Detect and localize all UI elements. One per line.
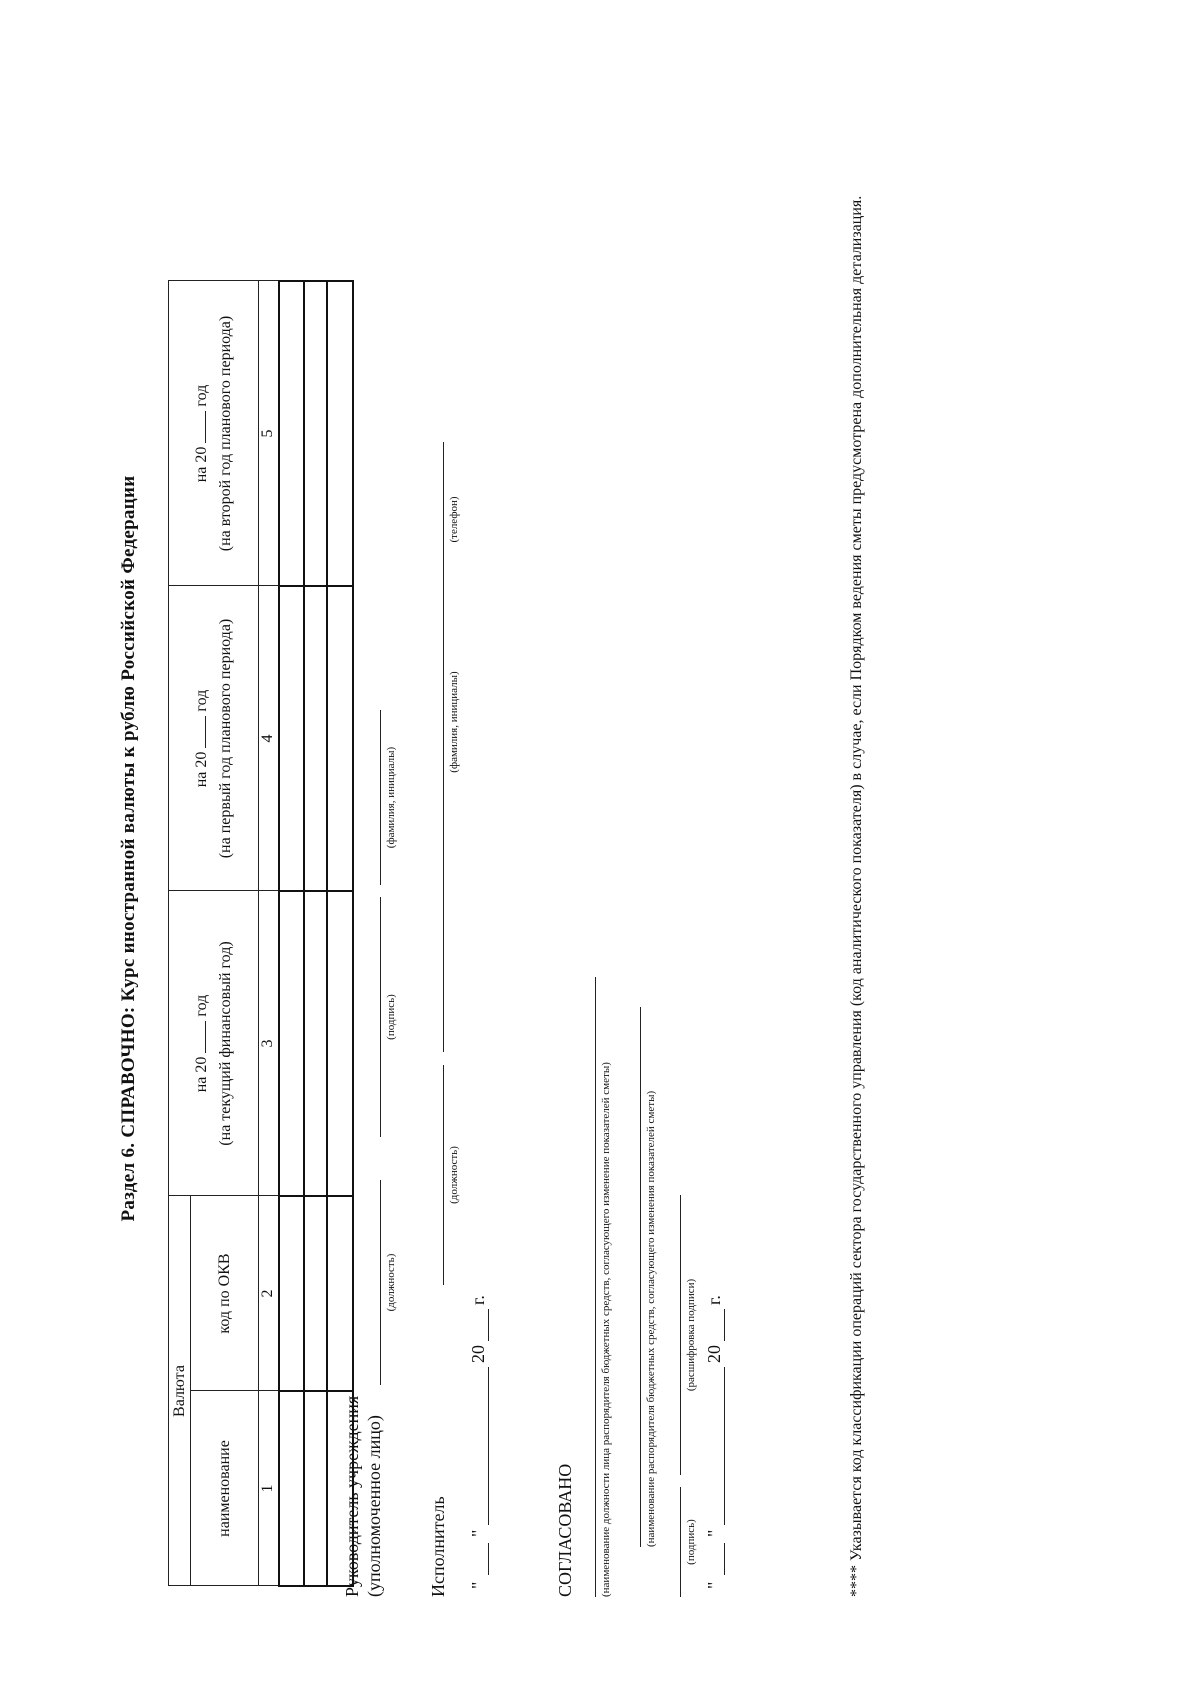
header-name: наименование xyxy=(191,1391,259,1586)
approved-date-day-line[interactable] xyxy=(724,1543,725,1575)
table-cell[interactable] xyxy=(279,281,304,586)
approved-label: СОГЛАСОВАНО xyxy=(555,1463,575,1597)
table-cell[interactable] xyxy=(304,281,327,586)
head-position-line[interactable] xyxy=(380,1180,381,1385)
col-number: 4 xyxy=(259,586,279,891)
head-position-caption: (должность) xyxy=(385,1253,397,1312)
header-okv-code: код по ОКВ xyxy=(191,1196,259,1391)
executor-phone-line[interactable] xyxy=(443,442,444,597)
approved-org-caption: (наименование распорядителя бюджетных средств, согласующего изменения показателей сметы) xyxy=(645,1090,657,1547)
col-number: 3 xyxy=(259,891,279,1196)
approved-date-quote-close: " xyxy=(704,1529,724,1537)
table-cell[interactable] xyxy=(327,586,353,891)
col-number: 5 xyxy=(259,281,279,586)
executor-date-quote-open: " xyxy=(468,1581,488,1589)
executor-date-month-line[interactable] xyxy=(488,1367,489,1525)
executor-position-caption: (должность) xyxy=(448,1146,460,1204)
table-cell[interactable] xyxy=(279,1196,304,1391)
approved-position-caption: (наименование должности лица распорядителя бюджетных средств, согласующего изменение показателей сметы) xyxy=(600,1062,612,1597)
table-cell[interactable] xyxy=(279,1391,304,1586)
head-signature-line[interactable] xyxy=(380,897,381,1137)
head-signature-caption: (подпись) xyxy=(385,994,397,1040)
executor-name-caption: (фамилия, инициалы) xyxy=(448,671,460,773)
approved-org-line[interactable] xyxy=(640,1007,641,1547)
header-current-year: на 20 год (на текущий финансовый год) xyxy=(169,891,259,1196)
section-title: Раздел 6. СПРАВОЧНО: Курс иностранной валюты к рублю Российской Федерации xyxy=(118,475,139,1222)
head-name-caption: (фамилия, инициалы) xyxy=(385,746,397,849)
table-cell[interactable] xyxy=(304,586,327,891)
executor-date-year-prefix: 20 xyxy=(468,1345,488,1363)
table-cell[interactable] xyxy=(327,891,353,1196)
executor-label: Исполнитель xyxy=(428,1496,448,1597)
executor-date-year-suffix: г. xyxy=(468,1295,488,1305)
executor-date-quote-close: " xyxy=(468,1529,488,1537)
approved-date-year-line[interactable] xyxy=(724,1309,725,1341)
table-cell[interactable] xyxy=(304,1391,327,1586)
executor-date-year-line[interactable] xyxy=(488,1309,489,1341)
table-cell[interactable] xyxy=(279,586,304,891)
executor-position-line[interactable] xyxy=(443,1065,444,1285)
head-title: Руководитель учреждения xyxy=(342,1395,362,1597)
header-second-plan-year: на 20 год (на второй год планового периода) xyxy=(169,281,259,586)
approved-date-month-line[interactable] xyxy=(724,1367,725,1525)
executor-name-line[interactable] xyxy=(443,592,444,1052)
table-cell[interactable] xyxy=(327,281,353,586)
approved-signature-caption: (подпись) xyxy=(685,1519,697,1565)
head-name-line[interactable] xyxy=(380,710,381,885)
footnote: **** Указывается код классификации операций сектора государственного управления (код аналитического показателя) в случае, если Порядком ведения сметы предусмотрена дополнительная детализация. xyxy=(848,195,865,1597)
approved-signature-line[interactable] xyxy=(680,1487,681,1597)
approved-date-quote-open: " xyxy=(704,1581,724,1589)
approved-date-year-suffix: г. xyxy=(704,1295,724,1305)
table-cell[interactable] xyxy=(304,891,327,1196)
table-cell[interactable] xyxy=(327,1196,353,1391)
approved-decoding-caption: (расшифровка подписи) xyxy=(685,1278,697,1392)
executor-phone-caption: (телефон) xyxy=(448,496,460,543)
currency-rate-table xyxy=(168,280,354,1587)
table-cell[interactable] xyxy=(304,1196,327,1391)
executor-date-day-line[interactable] xyxy=(488,1543,489,1575)
col-number: 1 xyxy=(259,1391,279,1586)
head-subtitle: (уполномоченное лицо) xyxy=(364,1415,384,1597)
table-cell[interactable] xyxy=(279,891,304,1196)
header-first-plan-year: на 20 год (на первый год планового периода) xyxy=(169,586,259,891)
col-number: 2 xyxy=(259,1196,279,1391)
approved-date-year-prefix: 20 xyxy=(704,1345,724,1363)
approved-decoding-line[interactable] xyxy=(680,1195,681,1475)
approved-position-line[interactable] xyxy=(595,977,596,1597)
header-currency: Валюта xyxy=(169,1196,191,1586)
